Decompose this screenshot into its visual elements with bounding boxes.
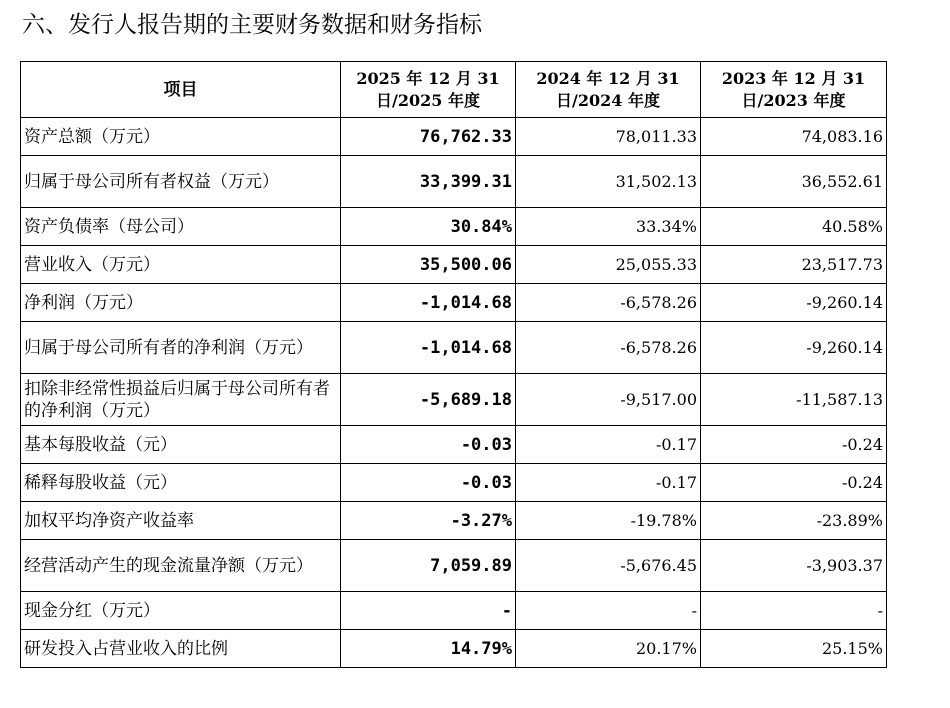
row-label: 扣除非经常性损益后归属于母公司所有者的净利润（万元） (21, 374, 341, 426)
value-2024: - (516, 592, 701, 630)
value-2025: -5,689.18 (341, 374, 516, 426)
section-title: 六、发行人报告期的主要财务数据和财务指标 (22, 12, 482, 38)
table-row (21, 592, 887, 630)
table-row (21, 502, 887, 540)
header-2025: 2025 年 12 月 31 日/2025 年度 (341, 62, 516, 118)
table-row (21, 284, 887, 322)
table-row (21, 426, 887, 464)
value-2025: -3.27% (341, 502, 516, 540)
value-2023: -0.24 (701, 426, 887, 464)
value-2023: 25.15% (701, 630, 887, 668)
value-2023: -11,587.13 (701, 374, 887, 426)
row-label: 资产负债率（母公司） (21, 208, 341, 246)
value-2024: -6,578.26 (516, 284, 701, 322)
row-label: 现金分红（万元） (21, 592, 341, 630)
row-label: 归属于母公司所有者权益（万元） (21, 156, 341, 208)
value-2023: 40.58% (701, 208, 887, 246)
value-2025: 76,762.33 (341, 118, 516, 156)
row-label: 基本每股收益（元） (21, 426, 341, 464)
value-2025: 33,399.31 (341, 156, 516, 208)
value-2023: - (701, 592, 887, 630)
value-2025: -0.03 (341, 426, 516, 464)
table-row (21, 156, 887, 208)
value-2024: 20.17% (516, 630, 701, 668)
table-header-row (21, 62, 887, 118)
row-label: 加权平均净资产收益率 (21, 502, 341, 540)
value-2025: - (341, 592, 516, 630)
value-2025: -0.03 (341, 464, 516, 502)
table-row (21, 322, 887, 374)
value-2024: 25,055.33 (516, 246, 701, 284)
row-label: 营业收入（万元） (21, 246, 341, 284)
value-2025: -1,014.68 (341, 284, 516, 322)
value-2024: -6,578.26 (516, 322, 701, 374)
row-label: 稀释每股收益（元） (21, 464, 341, 502)
value-2023: -3,903.37 (701, 540, 887, 592)
value-2025: 35,500.06 (341, 246, 516, 284)
row-label: 归属于母公司所有者的净利润（万元） (21, 322, 341, 374)
value-2025: 30.84% (341, 208, 516, 246)
table-row (21, 540, 887, 592)
row-label: 资产总额（万元） (21, 118, 341, 156)
value-2025: 14.79% (341, 630, 516, 668)
value-2023: 23,517.73 (701, 246, 887, 284)
financial-data-table (20, 61, 887, 668)
value-2023: 36,552.61 (701, 156, 887, 208)
value-2024: 31,502.13 (516, 156, 701, 208)
value-2025: -1,014.68 (341, 322, 516, 374)
table-row (21, 208, 887, 246)
value-2025: 7,059.89 (341, 540, 516, 592)
value-2024: -9,517.00 (516, 374, 701, 426)
table-row (21, 630, 887, 668)
value-2023: -23.89% (701, 502, 887, 540)
row-label: 经营活动产生的现金流量净额（万元） (21, 540, 341, 592)
value-2024: -0.17 (516, 464, 701, 502)
value-2024: 33.34% (516, 208, 701, 246)
header-2023: 2023 年 12 月 31 日/2023 年度 (701, 62, 887, 118)
value-2024: 78,011.33 (516, 118, 701, 156)
value-2024: -5,676.45 (516, 540, 701, 592)
table-row (21, 118, 887, 156)
row-label: 净利润（万元） (21, 284, 341, 322)
value-2024: -19.78% (516, 502, 701, 540)
table-row (21, 374, 887, 426)
value-2023: -9,260.14 (701, 284, 887, 322)
value-2023: -0.24 (701, 464, 887, 502)
value-2023: 74,083.16 (701, 118, 887, 156)
value-2023: -9,260.14 (701, 322, 887, 374)
row-label: 研发投入占营业收入的比例 (21, 630, 341, 668)
header-item: 项目 (21, 62, 341, 118)
table-row (21, 246, 887, 284)
value-2024: -0.17 (516, 426, 701, 464)
table-row (21, 464, 887, 502)
header-2024: 2024 年 12 月 31 日/2024 年度 (516, 62, 701, 118)
